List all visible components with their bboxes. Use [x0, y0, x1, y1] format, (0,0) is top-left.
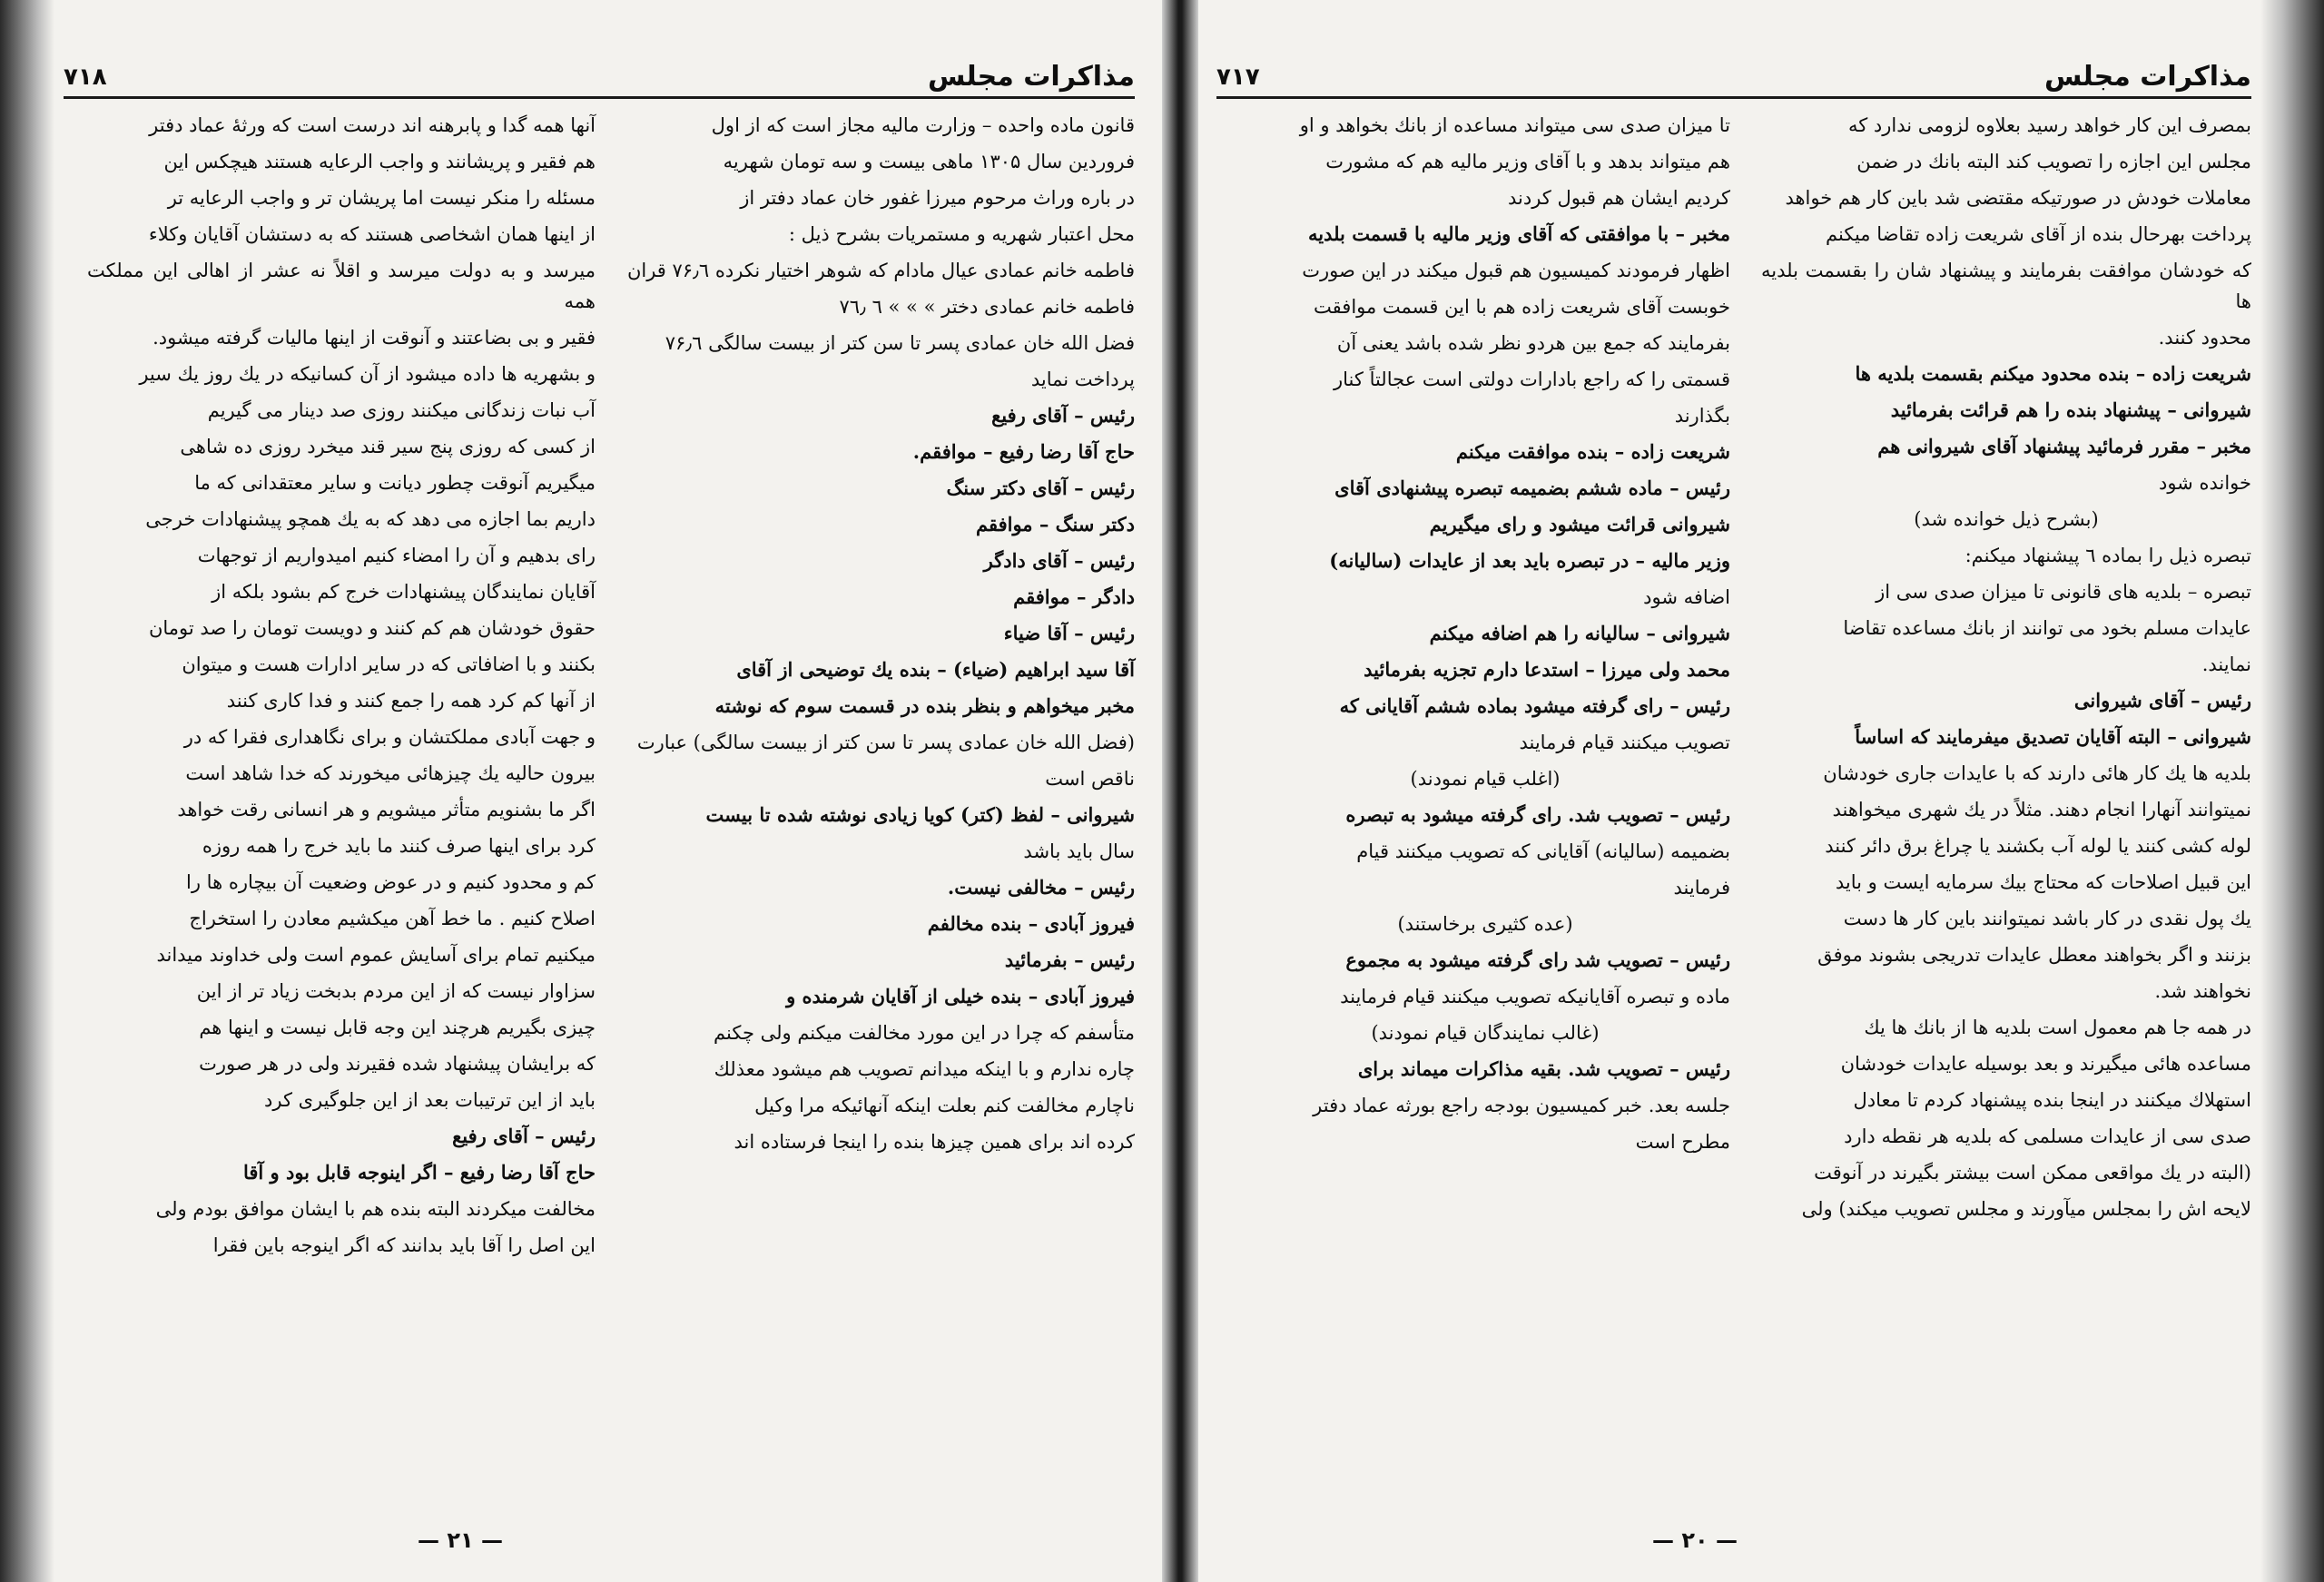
- text-line: محل اعتبار شهریه و مستمریات بشرح ذیل :: [788, 223, 1135, 246]
- text-line: میکنیم تمام برای آسایش عموم است ولی خداوند میداند: [156, 944, 596, 967]
- text-line: قانون ماده واحده – وزارت مالیه مجاز است که از اول: [711, 114, 1135, 136]
- text-line: عایدات مسلم بخود می توانند از بانك مساعده تقاضا: [1843, 617, 2251, 640]
- text-line: اگر ما بشنویم متأثر میشویم و هر انسانی رقت خواهد: [177, 799, 596, 821]
- text-line: کردیم ایشان هم قبول کردند: [1507, 187, 1730, 210]
- text-line: دکتر سنگ – موافقم: [975, 513, 1135, 536]
- text-line: (اغلب قیام نمودند): [1410, 768, 1561, 791]
- text-line: لوله کشی کنند یا لوله آب بکشند یا چراغ برق دائر کنند: [1825, 835, 2251, 858]
- text-line: و جهت آبادی مملکتشان و برای نگاهداری فقرا که در: [183, 726, 596, 749]
- text-line: مسئله را منکر نیست اما پریشان تر و واجب الرعایه تر: [167, 187, 596, 210]
- text-column-right: [1761, 110, 2251, 1230]
- text-line: چاره ندارم و با اینکه میدانم تصویب هم میشود معذلك: [714, 1058, 1135, 1081]
- text-line: مخبر – مقرر فرمائید پیشنهاد آقای شیروانی هم: [1877, 435, 2251, 458]
- text-line: حقوق خودشان هم کم کنند و دویست تومان را صد تومان: [148, 617, 596, 640]
- left-page-header: [64, 53, 1135, 99]
- scan-edge-shadow-right: [2260, 0, 2324, 1582]
- text-line: حاج آقا رضا رفیع – موافقم.: [912, 440, 1135, 464]
- text-line: شریعت زاده – بنده محدود میکنم بقسمت بلدیه ها: [1855, 362, 2251, 386]
- text-line: میرسد و به دولت میرسد و اقلاً نه عشر از اهالی این مملکت همه: [87, 260, 596, 313]
- text-line: اصلاح کنیم . ما خط آهن میکشیم معادن را استخراج: [189, 908, 596, 930]
- text-line: مخالفت میکردند البته بنده هم با ایشان موافق بودم ولی: [155, 1198, 596, 1221]
- text-line: نمایند.: [2201, 653, 2251, 676]
- text-line: کم و محدود کنیم و در عوض وضعیت آن بیچاره ها را: [186, 871, 596, 894]
- text-line: قسمتی را که راجع بادارات دولتی است عجالتاً کنار: [1334, 368, 1730, 391]
- text-line: وزیر مالیه – در تبصره باید بعد از عایدات (سالیانه): [1329, 549, 1730, 573]
- text-line: رئیس – رای گرفته میشود بماده ششم آقایانی که: [1339, 694, 1730, 718]
- text-line: سال باید باشد: [1023, 840, 1135, 863]
- text-line: مطرح است: [1635, 1131, 1730, 1154]
- page-footer-number: — ۲۰ —: [1652, 1528, 1738, 1553]
- text-line: رئیس – بفرمائید: [1004, 948, 1135, 972]
- text-line: (البته در یك مواقعی ممکن است بیشتر بگیرند در آنوقت: [1814, 1162, 2251, 1184]
- text-line: ماده و تبصره آقایانیکه تصویب میکنند قیام فرمایند: [1340, 986, 1730, 1008]
- text-line: از آنها کم کرد همه را جمع کنند و فدا کاری کنند: [226, 690, 596, 712]
- text-line: بلدیه ها یك کار هائی دارند که با عایدات جاری خودشان: [1823, 762, 2251, 785]
- text-line: اظهار فرمودند کمیسیون هم قبول میکند در این صورت: [1302, 260, 1730, 282]
- text-line: بفرمایند که جمع بین هردو نظر شده باشد یعنی آن: [1336, 332, 1730, 355]
- text-line: فیروز آبادی – بنده خیلی از آقایان شرمنده و: [786, 985, 1135, 1008]
- text-line: تبصره – بلدیه های قانونی تا میزان صدی سی از: [1876, 581, 2251, 604]
- text-line: شریعت زاده – بنده موافقت میکنم: [1455, 440, 1730, 464]
- text-line: تا میزان صدی سی میتواند مساعده از بانك بخواهد و او: [1299, 114, 1730, 136]
- text-line: آنها همه گدا و پابرهنه اند درست است که ورثهٔ عماد دفتر: [149, 114, 596, 136]
- text-line: معاملات خودش در صورتیکه مقتضی شد باین کار هم خواهد: [1785, 187, 2251, 210]
- text-line: از اینها همان اشخاصی هستند که به دستشان آقایان وکلاء: [148, 223, 596, 246]
- text-line: لایحه اش را بمجلس میآورند و مجلس تصویب میکند) ولی: [1801, 1198, 2251, 1221]
- text-line: نخواهند شد.: [2154, 980, 2251, 1003]
- text-line: آقا سید ابراهیم (ضیاء) – بنده یك توضیحی از آقای: [736, 658, 1135, 682]
- text-line: شیروانی – سالیانه را هم اضافه میکنم: [1429, 622, 1730, 645]
- right-page-header: [1216, 53, 2251, 99]
- text-line: رئیس – آقای دادگر: [983, 549, 1135, 573]
- text-line: چیزی بگیریم هرچند این وجه قابل نیست و اینها هم: [199, 1017, 596, 1039]
- text-line: محمد ولی میرزا – استدعا دارم تجزیه بفرمائید: [1364, 658, 1730, 682]
- running-title: مذاکرات مجلس: [927, 61, 1135, 93]
- text-line: سزاوار نیست که از این مردم بدبخت زیاد تر از این: [196, 980, 596, 1003]
- text-line: شیروانی قرائت میشود و رای میگیریم: [1429, 513, 1730, 536]
- text-line: استهلاك میکنند در اینجا بنده پیشنهاد کردم تا معادل: [1853, 1089, 2251, 1112]
- text-line: رئیس – ماده ششم بضمیمه تبصره پیشنهادی آقای: [1334, 477, 1730, 500]
- text-line: رئیس – تصویب شد. بقیه مذاکرات میماند برای: [1357, 1057, 1730, 1081]
- text-line: از کسی که روزی پنج سیر قند میخرد روزی ده شاهی: [180, 436, 596, 458]
- text-line: ناچارم مخالفت کنم بعلت اینکه آنهائیکه مرا وکیل: [754, 1095, 1135, 1117]
- text-line: فاطمه خانم عمادی عیال مادام که شوهر اختیار نکرده ۷۶٫٦ قران: [626, 260, 1135, 282]
- text-line: رئیس – آقای دکتر سنگ: [946, 477, 1135, 500]
- text-line: صدی سی از عایدات مسلمی که بلدیه هر نقطه دارد: [1844, 1125, 2251, 1148]
- text-line: میگیریم آنوقت چطور دیانت و سایر معتقدانی که ما: [194, 472, 596, 495]
- text-line: رئیس – تصویب شد رای گرفته میشود به مجموع: [1345, 948, 1730, 972]
- text-line: محدود کنند.: [2158, 327, 2251, 349]
- text-line: (بشرح ذیل خوانده شد): [1914, 508, 2099, 531]
- text-line: رئیس – مخالفی نیست.: [947, 876, 1135, 899]
- text-line: باید از این ترتیبات بعد از این جلوگیری کرد: [264, 1089, 596, 1112]
- text-line: در باره وراث مرحوم میرزا غفور خان عماد دفتر از: [740, 187, 1135, 210]
- text-line: نمیتوانند آنهارا انجام دهند. مثلاً در یك شهری میخواهند: [1832, 799, 2251, 821]
- text-line: هم میتواند بدهد و با آقای وزیر مالیه هم که مشورت: [1325, 151, 1730, 173]
- text-line: مساعده هائی میگیرند و بعد بوسیله عایدات خودشان: [1840, 1053, 2251, 1076]
- text-line: و بشهریه ها داده میشود از آن کسانیکه در یك روز یك سیر: [139, 363, 596, 386]
- text-line: رای بدهیم و آن را امضاء کنیم امیدواریم از توجهات: [197, 545, 596, 567]
- text-line: بمصرف این کار خواهد رسید بعلاوه لزومی ندارد که: [1848, 114, 2251, 136]
- text-line: فاطمه خانم عمادی دختر » » » ٦ ٧٦٫: [839, 296, 1135, 319]
- text-line: کرده اند برای همین چیزها بنده را اینجا فرستاده اند: [734, 1131, 1135, 1154]
- text-line: رئیس – آقای رفیع: [991, 404, 1135, 427]
- text-line: پرداخت نماید: [1030, 368, 1135, 391]
- text-line: یك پول نقدی در کار باشد نمیتوانند باین کار ها دست: [1843, 908, 2251, 930]
- text-line: خوبست آقای شریعت زاده هم با این قسمت موافقت: [1314, 296, 1730, 319]
- text-line: بیرون حالیه یك چیزهائی میخورند که خدا شاهد است: [185, 762, 596, 785]
- running-title: مذاکرات مجلس: [2043, 61, 2251, 93]
- text-line: این قبیل اصلاحات که محتاج بیك سرمایه ایست و باید: [1835, 871, 2251, 894]
- page-number-header: ۷۱۸: [64, 64, 107, 91]
- text-line: تصویب میکنند قیام فرمایند: [1519, 732, 1730, 754]
- text-line: مجلس این اجازه را تصویب کند البته بانك در ضمن: [1856, 151, 2251, 173]
- text-line: (عده کثیری برخاستند): [1397, 913, 1573, 936]
- text-line: اضافه شود: [1643, 586, 1730, 609]
- text-line: رئیس – آقای رفیع: [452, 1125, 596, 1148]
- text-line: شیروانی – لفظ (کتر) کویا زیادی نوشته شده تا بیست: [705, 803, 1135, 827]
- text-line: مخبر – با موافقتی که آقای وزیر مالیه با قسمت بلدیه: [1307, 222, 1730, 246]
- text-line: فیروز آبادی – بنده مخالفم: [927, 912, 1135, 936]
- text-line: تبصره ذیل را بماده ٦ پیشنهاد میکنم:: [1965, 545, 2251, 567]
- text-line: کرد برای اینها صرف کنند ما باید خرج را همه روزه: [202, 835, 596, 858]
- text-line: (فضل الله خان عمادی پسر تا سن کتر از بیست سالگی) عبارت: [636, 732, 1135, 754]
- text-line: آقایان نمایندگان پیشنهادات خرج کم بشود بلکه از: [212, 581, 596, 604]
- text-line: جلسه بعد. خبر کمیسیون بودجه راجع بورثه عماد دفتر: [1313, 1095, 1730, 1117]
- text-line: رئیس – تصویب شد. رای گرفته میشود به تبصره: [1345, 803, 1730, 827]
- right-page: [1180, 0, 2324, 1582]
- text-line: بزنند و اگر بخواهند معطل عایدات تدریجی بشوند موفق: [1817, 944, 2251, 967]
- text-line: (غالب نمایندگان قیام نمودند): [1371, 1022, 1600, 1045]
- text-line: حاج آقا رضا رفیع – اگر اینوجه قابل بود و آقا: [242, 1161, 596, 1184]
- text-column-left: [1240, 110, 1730, 1230]
- page-footer-number: — ۲۱ —: [418, 1528, 504, 1553]
- text-line: رئیس – آقا ضیاء: [1003, 622, 1135, 645]
- text-line: فضل الله خان عمادی پسر تا سن کتر از بیست سالگی ۷۶٫٦: [665, 332, 1135, 355]
- text-line: در همه جا هم معمول است بلدیه ها از بانك ها یك: [1864, 1017, 2251, 1039]
- text-line: شیروانی – پیشنهاد بنده را هم قرائت بفرمائید: [1890, 398, 2251, 422]
- text-line: دادگر – موافقم: [1013, 585, 1135, 609]
- text-line: شیروانی – البته آقایان تصدیق میفرمایند که اساساً: [1855, 725, 2251, 749]
- text-line: این اصل را آقا باید بدانند که اگر اینوجه باین فقرا: [212, 1234, 596, 1257]
- text-column-left: [87, 110, 596, 1267]
- text-line: فروردین سال ۱۳۰۵ ماهی بیست و سه تومان شهریه: [723, 151, 1135, 173]
- page-number-header: ۷۱۷: [1216, 64, 1260, 91]
- text-line: بضمیمه (سالیانه) آقایانی که تصویب میکنند قیام: [1356, 840, 1730, 863]
- text-line: ناقص است: [1045, 768, 1135, 791]
- text-line: خوانده شود: [2158, 472, 2251, 495]
- scan-edge-shadow-left: [0, 0, 54, 1582]
- text-line: بگذارند: [1674, 405, 1730, 427]
- text-line: که برایشان پیشنهاد شده فقیرند ولی در هر صورت: [199, 1053, 596, 1076]
- right-page-columns: [1216, 110, 2251, 1230]
- text-line: هم فقیر و پریشانند و واجب الرعایه هستند هیچکس این: [163, 151, 596, 173]
- text-line: که خودشان موافقت بفرمایند و پیشنهاد شان را بقسمت بلدیه ها: [1761, 260, 2251, 313]
- text-line: مخبر میخواهم و بنظر بنده در قسمت سوم که نوشته: [714, 694, 1135, 718]
- text-line: فقیر و بی بضاعتند و آنوقت از اینها مالیات گرفته میشود.: [153, 327, 596, 349]
- book-gutter: [1162, 0, 1198, 1582]
- text-column-right: [626, 110, 1135, 1267]
- text-line: پرداخت بهرحال بنده از آقای شریعت زاده تقاضا میکنم: [1826, 223, 2251, 246]
- text-line: داریم بما اجازه می دهد که به یك همچو پیشنهادات خرجی: [145, 508, 596, 531]
- text-line: بکنند و با اضافاتی که در سایر ادارات هست و میتوان: [182, 653, 596, 676]
- text-line: رئیس – آقای شیروانی: [2073, 689, 2251, 712]
- text-line: متأسفم که چرا در این مورد مخالفت میکنم ولی چکنم: [714, 1022, 1135, 1045]
- text-line: فرمایند: [1673, 877, 1730, 899]
- left-page-columns: [64, 110, 1135, 1267]
- text-line: آب نبات زندگانی میکنند روزی صد دینار می گیریم: [207, 399, 596, 422]
